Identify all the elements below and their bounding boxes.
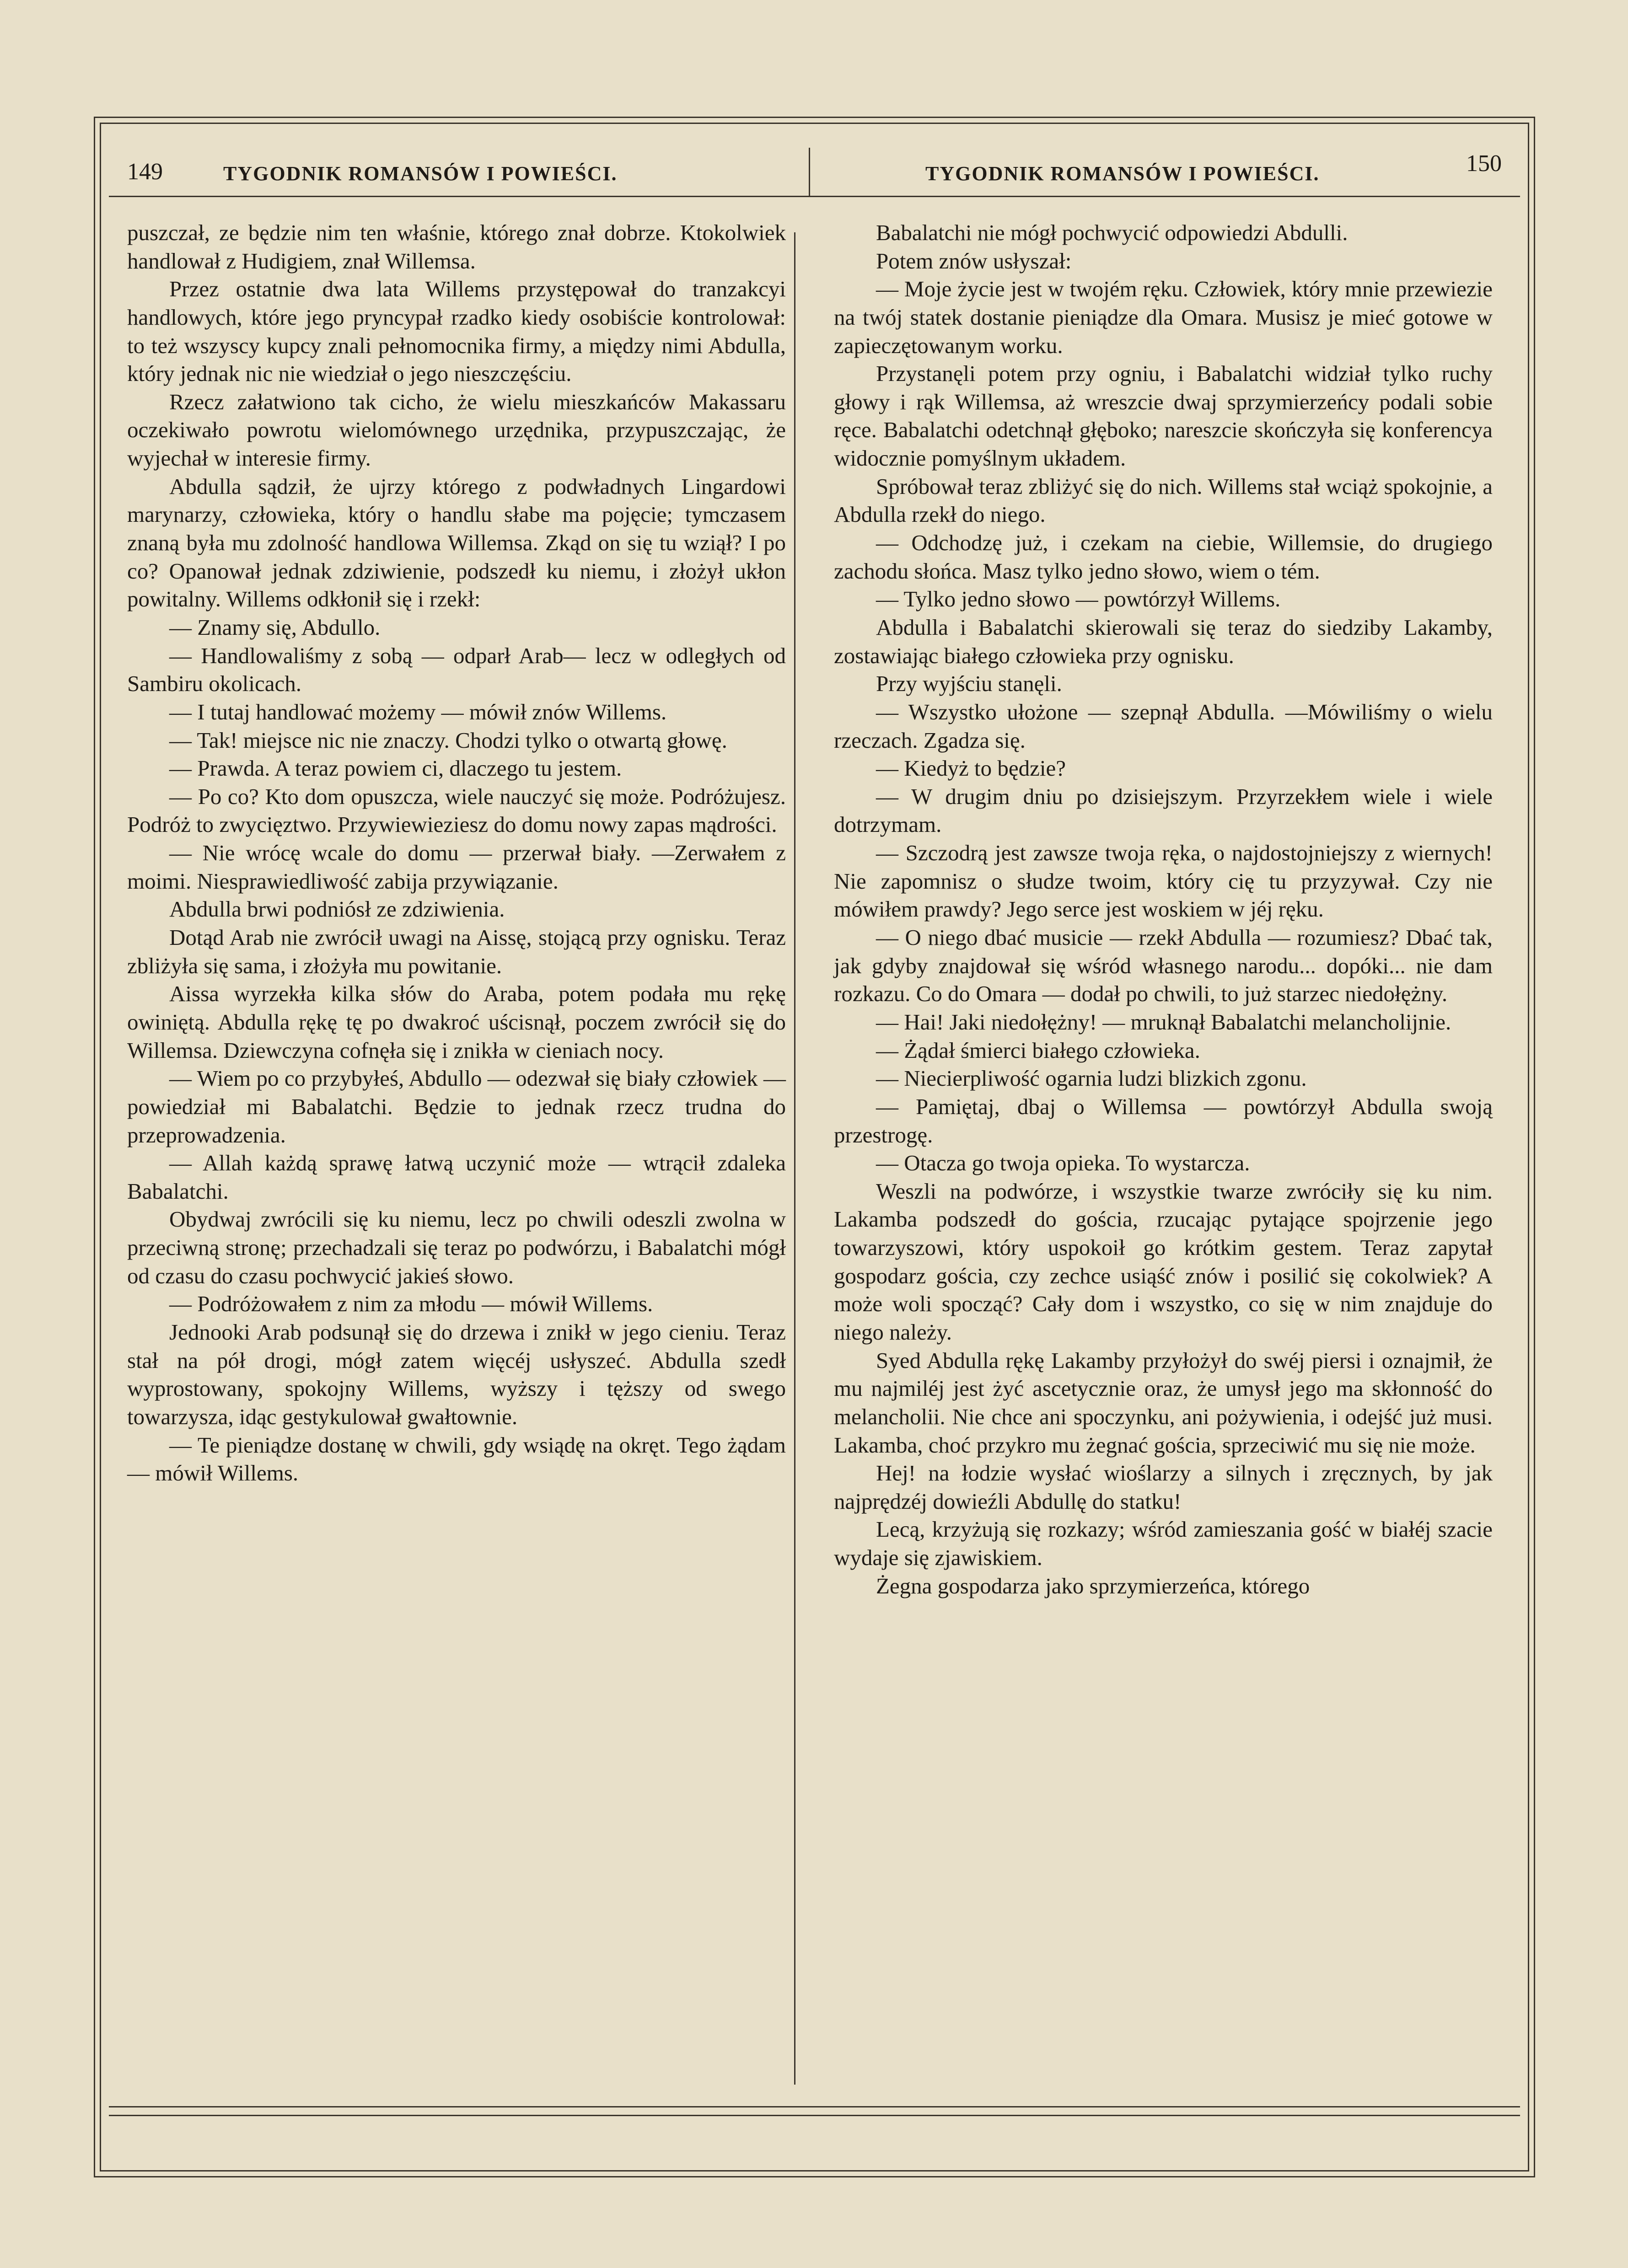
right-page-number: 150 — [1466, 150, 1502, 177]
paragraph: Lecą, krzyżują się rozkazy; wśród zamieszania gość w białéj szacie wydaje się zjawiskiem. — [834, 1517, 1493, 1571]
paragraph: — Żądał śmierci białego człowieka. — [876, 1037, 1200, 1063]
header-divider — [809, 148, 810, 196]
paragraph: — Szczodrą jest zawsze twoja ręka, o najdostojniejszy z wiernych! Nie zapomnisz o słudze twoim, który cię tu przyzywał. Czy nie mówiłem prawdy? Jego serce jest woskiem w jéj ręku. — [834, 840, 1493, 922]
paragraph: — Otacza go twoja opieka. To wystarcza. — [876, 1150, 1250, 1176]
paragraph: — Odchodzę już, i czekam na ciebie, Willemsie, do drugiego zachodu słońca. Masz tylko jedno słowo, wiem o tém. — [834, 530, 1493, 584]
paragraph: Żegna gospodarza jako sprzymierzeńca, którego — [876, 1573, 1310, 1598]
paragraph: — Handlowaliśmy z sobą — odparł Arab— lecz w odległych od Sambiru okolicach. — [127, 643, 786, 697]
paragraph: — Wszystko ułożone — szepnął Abdulla. —Mówiliśmy o wielu rzeczach. Zgadza się. — [834, 699, 1493, 753]
paragraph: Przy wyjściu stanęli. — [876, 671, 1062, 697]
left-page-number: 149 — [127, 159, 163, 185]
right-running-title: TYGODNIK ROMANSÓW I POWIEŚCI. — [925, 162, 1320, 185]
left-text-column — [127, 219, 786, 1487]
paragraph: — Te pieniądze dostanę w chwili, gdy wsiądę na okręt. Tego żądam — mówił Willems. — [127, 1432, 786, 1486]
paragraph: Syed Abdulla rękę Lakamby przyłożył do swéj piersi i oznajmił, że mu najmiléj jest żyć ascetycznie oraz, że umysł jego ma skłonność do melancholii. Nie chce ani spoczynku, ani pożywienia, i odejść już musi. Lakamba, choć przykro mu żegnać gościa, sprzeciwić mu się nie może. — [834, 1347, 1493, 1458]
paragraph: puszczał, ze będzie nim ten właśnie, którego znał dobrze. Ktokolwiek handlował z Hudigiem, znał Willemsa. — [127, 220, 786, 273]
left-running-title: TYGODNIK ROMANSÓW I POWIEŚCI. — [223, 162, 618, 185]
paragraph: Obydwaj zwrócili się ku niemu, lecz po chwili odeszli zwolna w przeciwną stronę; przechadzali się teraz po podwórzu, i Babalatchi mógł od czasu do czasu pochwycić jakieś słowo. — [127, 1206, 786, 1288]
paragraph: — Znamy się, Abdullo. — [169, 614, 381, 640]
paragraph: Spróbował teraz zbliżyć się do nich. Willems stał wciąż spokojnie, a Abdulla rzekł do niego. — [834, 473, 1493, 527]
paragraph: — O niego dbać musicie — rzekł Abdulla — rozumiesz? Dbać tak, jak gdyby znajdował się wśród własnego narodu... dopóki... nie dam rozkazu. Co do Omara — dodał po chwili, to już starzec niedołężny. — [834, 925, 1493, 1007]
paragraph: — Tylko jedno słowo — powtórzył Willems. — [876, 586, 1281, 612]
paragraph: Rzecz załatwiono tak cicho, że wielu mieszkańców Makassaru oczekiwało powrotu wielomównego urzędnika, przypuszczając, że wyjechał w interesie firmy. — [127, 389, 786, 471]
bottom-border — [109, 2106, 1520, 2162]
bottom-rule — [109, 2115, 1520, 2116]
paragraph: — W drugim dniu po dzisiejszym. Przyrzekłem wiele i wiele dotrzymam. — [834, 783, 1493, 837]
column-divider — [794, 232, 795, 2085]
paragraph: Hej! na łodzie wysłać wioślarzy a silnych i zręcznych, by jak najprędzéj dowieźli Abdullę do statku! — [834, 1460, 1493, 1514]
paragraph: — Podróżowałem z nim za młodu — mówił Willems. — [169, 1291, 653, 1317]
paragraph: — Allah każdą sprawę łatwą uczynić może — wtrącił zdaleka Babalatchi. — [127, 1150, 786, 1204]
paragraph: — Po co? Kto dom opuszcza, wiele nauczyć się może. Podróżujesz. Podróż to zwycięztwo. Przywiewieziesz do domu nowy zapas mądrości. — [127, 783, 786, 837]
paragraph: Aissa wyrzekła kilka słów do Araba, potem podała mu rękę owiniętą. Abdulla rękę tę po dwakroć uścisnął, poczem zwrócił się do Willemsa. Dziewczyna cofnęła się i znikła w cieniach nocy. — [127, 981, 786, 1063]
paragraph: — Kiedyż to będzie? — [876, 756, 1066, 781]
paragraph: Dotąd Arab nie zwrócił uwagi na Aissę, stojącą przy ognisku. Teraz zbliżyła się sama, i złożyła mu powitanie. — [127, 925, 786, 978]
paragraph: — Pamiętaj, dbaj o Willemsa — powtórzył Abdulla swoją przestrogę. — [834, 1094, 1493, 1147]
paragraph: — Moje życie jest w twojém ręku. Człowiek, który mnie przewiezie na twój statek dostanie pieniądze dla Omara. Musisz je mieć gotowe w zapieczętowanym worku. — [834, 276, 1493, 358]
paragraph: Przystanęli potem przy ogniu, i Babalatchi widział tylko ruchy głowy i rąk Willemsa, aż wreszcie dwaj sprzymierzeńcy podali sobie ręce. Babalatchi odetchnął głęboko; nareszcie skończyła się konferencya widocznie pomyślnym układem. — [834, 361, 1493, 471]
paragraph: — Wiem po co przybyłeś, Abdullo — odezwał się biały człowiek — powiedział mi Babalatchi. Będzie to jednak rzecz trudna do przeprowadzenia. — [127, 1066, 786, 1147]
paragraph: — Nie wrócę wcale do domu — przerwał biały. —Zerwałem z moimi. Niesprawiedliwość zabija przywiązanie. — [127, 840, 786, 894]
paragraph: Potem znów usłyszał: — [876, 248, 1072, 273]
paragraph: — Hai! Jaki niedołężny! — mruknął Babalatchi melancholijnie. — [876, 1009, 1451, 1035]
paragraph: — Tak! miejsce nic nie znaczy. Chodzi tylko o otwartą głowę. — [169, 727, 727, 753]
paragraph: Abdulla i Babalatchi skierowali się teraz do siedziby Lakamby, zostawiając białego człowieka przy ognisku. — [834, 614, 1493, 668]
paragraph: Abdulla sądził, że ujrzy którego z podwładnych Lingardowi marynarzy, człowieka, który o handlu słabe ma pojęcie; tymczasem znaną była mu zdolność handlowa Willemsa. Zkąd on się tu wziął? I po co? Opanował jednak zdziwienie, podszedł ku niemu, i złożył ukłon powitalny. Willems odkłonił się i rzekł: — [127, 473, 786, 612]
paragraph: — Prawda. A teraz powiem ci, dlaczego tu jestem. — [169, 756, 622, 781]
paragraph: — I tutaj handlować możemy — mówił znów Willems. — [169, 699, 667, 724]
paragraph: Weszli na podwórze, i wszystkie twarze zwróciły się ku nim. Lakamba podszedł do gościa, rzucając pytające spojrzenie jego towarzyszowi, który uspokoił go krótkim gestem. Teraz zapytał gospodarz gościa, czy zechce usiąść znów i posilić się cokolwiek? A może woli spocząć? Cały dom i wszystko, co się w nim znajduje do niego należy. — [834, 1178, 1493, 1345]
right-text-column — [834, 219, 1493, 1600]
paragraph: Przez ostatnie dwa lata Willems przystępował do tranzakcyi handlowych, które jego pryncypał rzadko kiedy osobiście kontrolował: to też wszyscy kupcy znali pełnomocnika firmy, a między nimi Abdulla, który jednak nic nie wiedział o jego nieszczęściu. — [127, 276, 786, 386]
paragraph: Jednooki Arab podsunął się do drzewa i znikł w jego cieniu. Teraz stał na pół drogi, mógł zatem więcéj usłyszeć. Abdulla szedł wyprostowany, spokojny Willems, wyższy i tęższy od swego towarzysza, idąc gestykulował gwałtownie. — [127, 1319, 786, 1429]
page-header — [109, 132, 1520, 197]
paragraph: Abdulla brwi podniósł ze zdziwienia. — [169, 896, 505, 922]
paragraph: — Niecierpliwość ogarnia ludzi blizkich zgonu. — [876, 1066, 1307, 1091]
newspaper-page — [94, 117, 1535, 2177]
paragraph: Babalatchi nie mógł pochwycić odpowiedzi Abdulli. — [876, 220, 1348, 245]
